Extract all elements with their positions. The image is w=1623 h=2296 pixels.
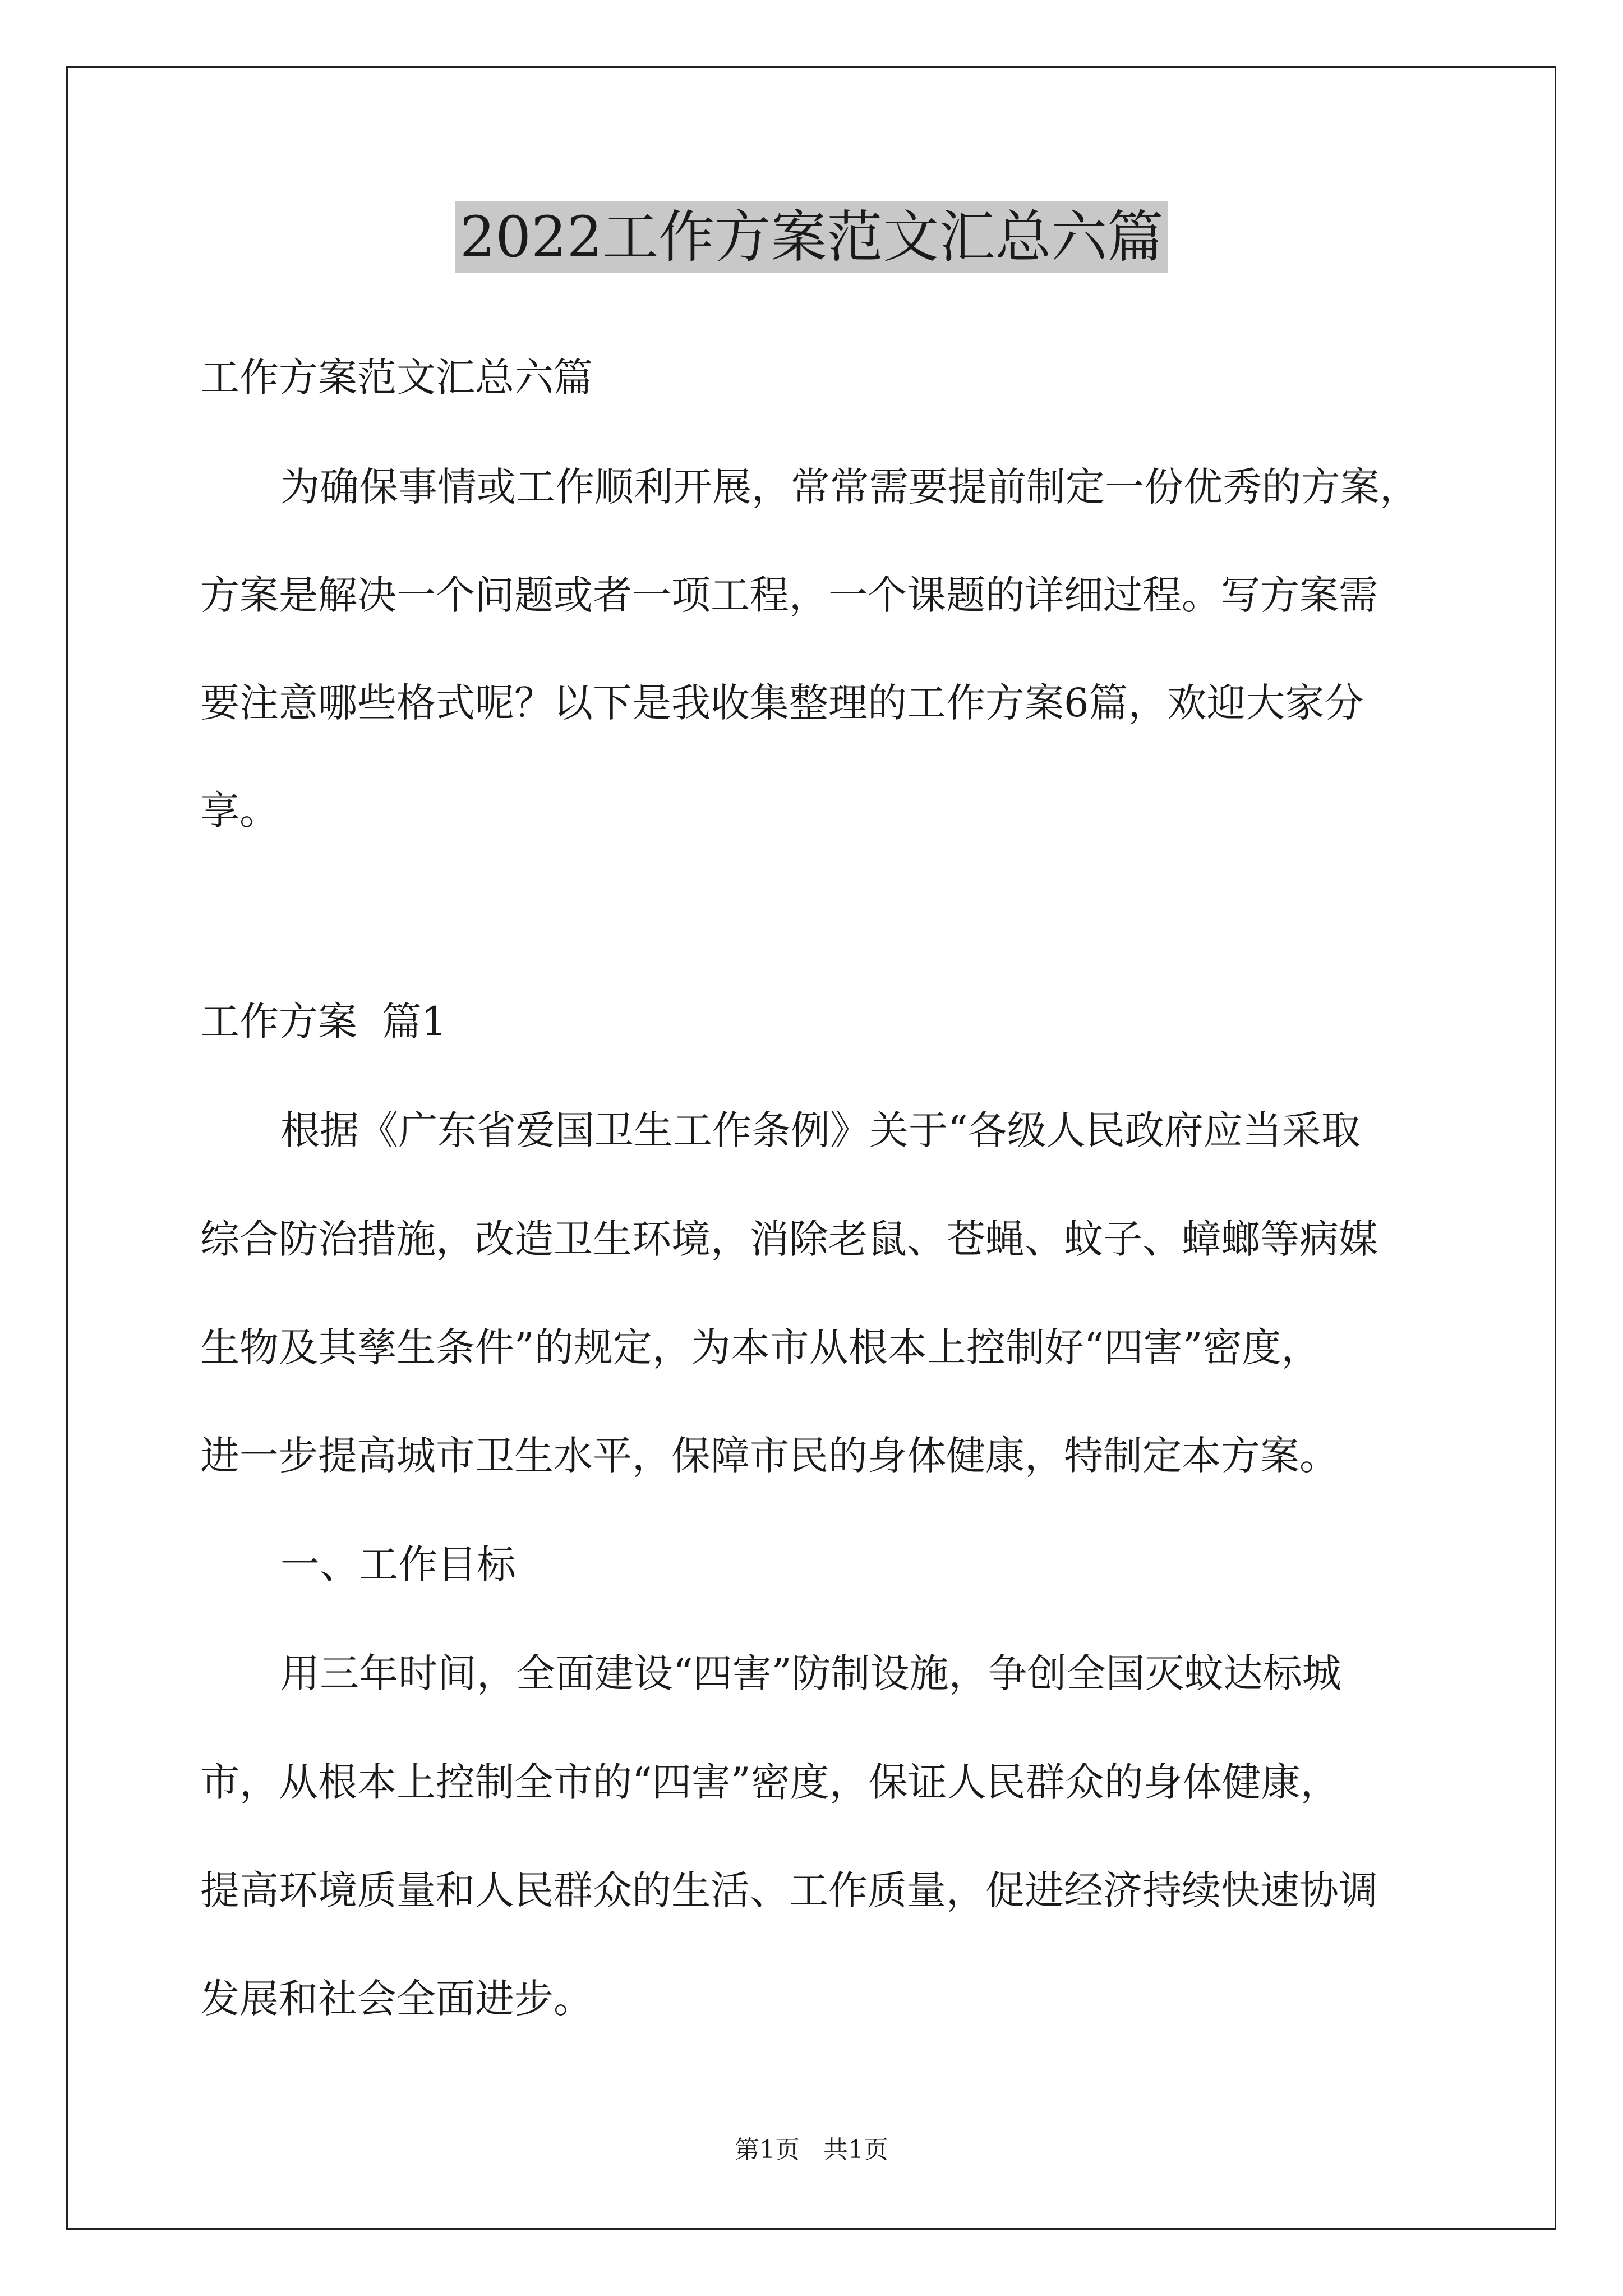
sub-heading: 一、工作目标 — [280, 1542, 516, 1588]
intro-line: 要注意哪些格式呢？以下是我收集整理的工作方案6篇，欢迎大家分 — [200, 680, 1364, 726]
document-title-text: 2022工作方案范文汇总六篇 — [455, 201, 1168, 273]
paragraph-line: 发展和社会全面进步。 — [200, 1976, 593, 2022]
paragraph-line: 生物及其孳生条件”的规定，为本市从根本上控制好“四害”密度， — [200, 1324, 1321, 1370]
intro-line: 为确保事情或工作顺利开展，常常需要提前制定一份优秀的方案， — [280, 464, 1419, 510]
paragraph-line: 市，从根本上控制全市的“四害”密度，保证人民群众的身体健康， — [200, 1759, 1340, 1805]
intro-line: 方案是解决一个问题或者一项工程，一个课题的详细过程。写方案需 — [200, 572, 1378, 618]
page-number-footer: 第1页 共1页 — [735, 2136, 888, 2164]
subtitle: 工作方案范文汇总六篇 — [200, 355, 593, 401]
paragraph-line: 进一步提高城市卫生水平，保障市民的身体健康，特制定本方案。 — [200, 1433, 1339, 1479]
paragraph-line: 根据《广东省爱国卫生工作条例》关于“各级人民政府应当采取 — [280, 1107, 1361, 1153]
document-title — [0, 201, 1623, 274]
paragraph-line: 用三年时间，全面建设“四害”防制设施，争创全国灭蚊达标城 — [280, 1650, 1341, 1696]
intro-line: 享。 — [200, 788, 279, 834]
section-heading: 工作方案 篇1 — [200, 999, 447, 1045]
paragraph-line: 综合防治措施，改造卫生环境，消除老鼠、苍蝇、蚊子、蟑螂等病媒 — [200, 1216, 1378, 1262]
paragraph-line: 提高环境质量和人民群众的生活、工作质量，促进经济持续快速协调 — [200, 1867, 1378, 1913]
